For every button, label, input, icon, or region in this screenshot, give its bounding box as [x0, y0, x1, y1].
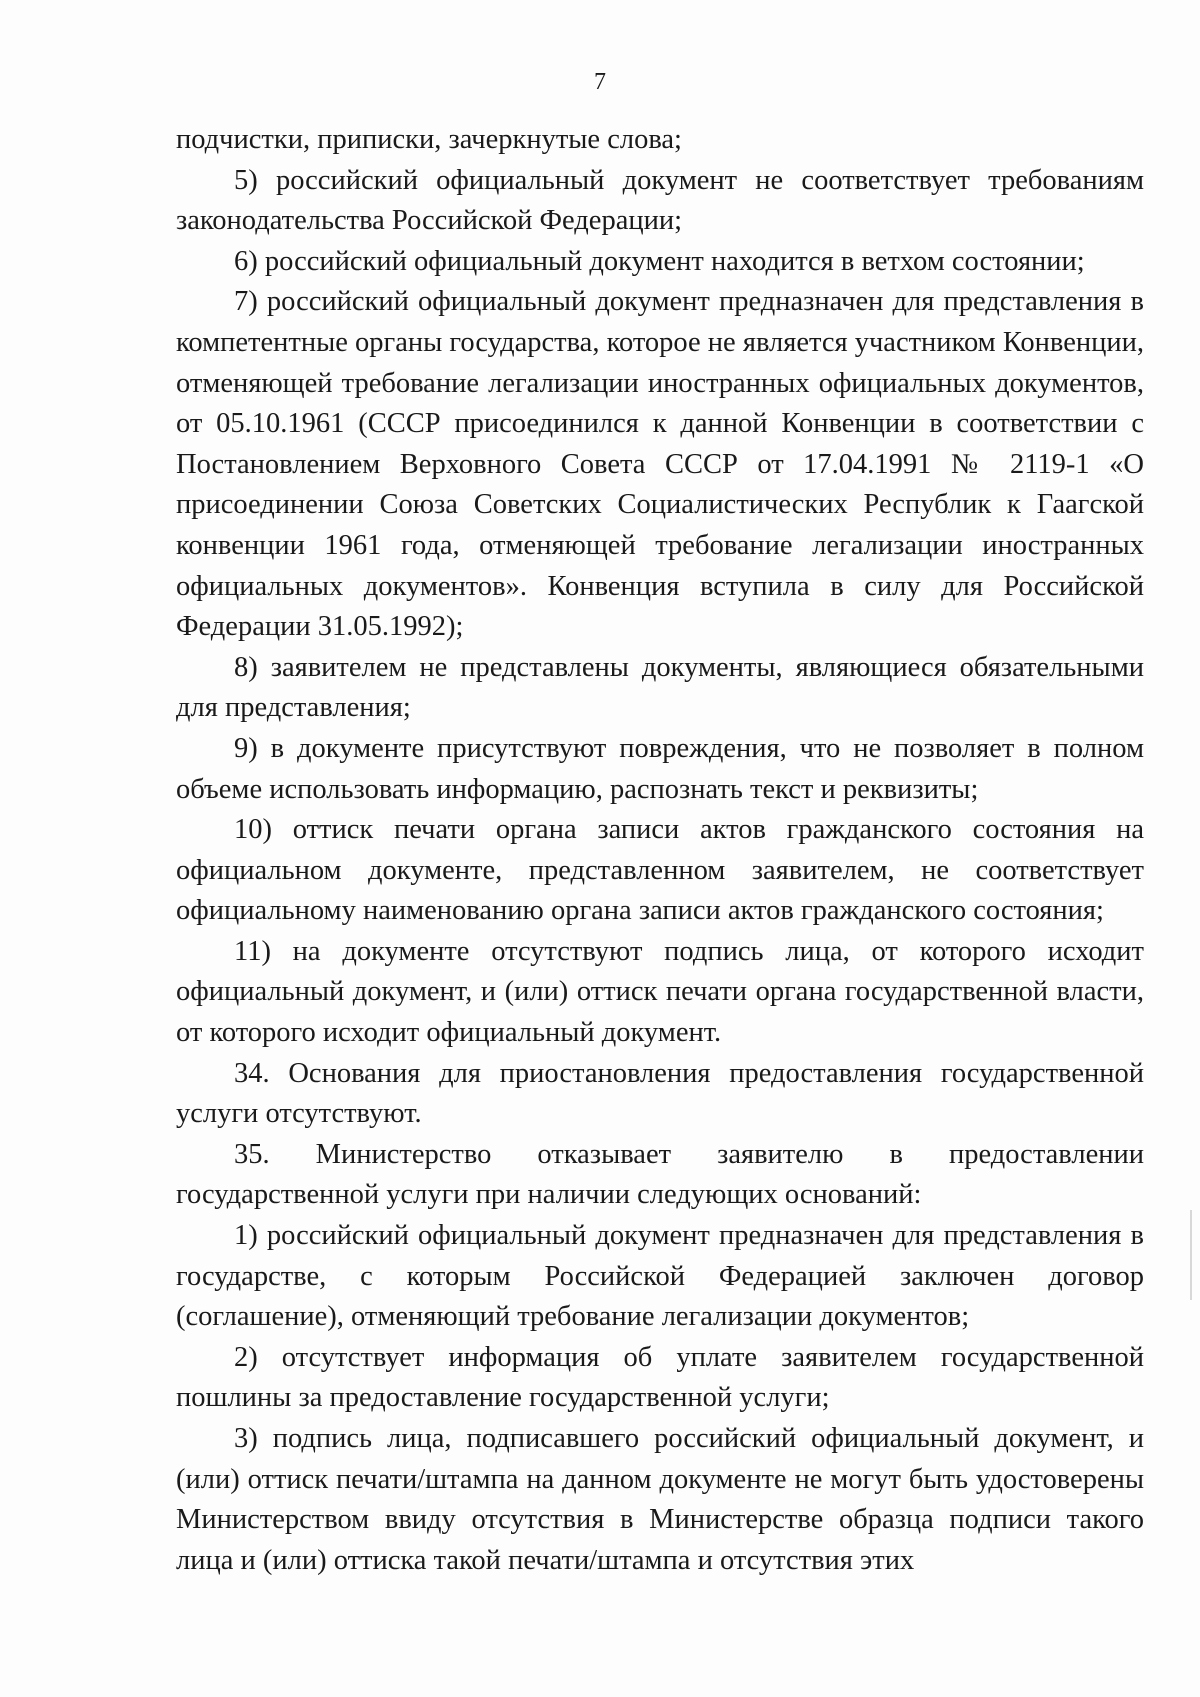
- paragraph: 34. Основания для приостановления предоставления государственной услуги отсутствуют.: [176, 1057, 1144, 1130]
- paragraph: 5) российский официальный документ не соответствует требованиям законодательства Российской Федерации;: [176, 164, 1144, 237]
- paragraph: 10) оттиск печати органа записи актов гражданского состояния на официальном документе, представленном заявителем, не соответствует официальному наименованию органа записи актов гражданского состояния;: [176, 814, 1144, 927]
- paragraph: 11) на документе отсутствуют подпись лица, от которого исходит официальный документ, и (или) оттиск печати органа государственной власти, от которого исходит официальный документ.: [176, 935, 1144, 1049]
- page-number: 7: [594, 69, 606, 95]
- document-body: [176, 120, 1144, 1581]
- paragraph: 35. Министерство отказывает заявителю в предоставлении государственной услуги при наличии следующих оснований:: [176, 1138, 1144, 1211]
- paragraph: 9) в документе присутствуют повреждения, что не позволяет в полном объеме использовать информацию, распознать текст и реквизиты;: [176, 732, 1144, 805]
- paragraph: 1) российский официальный документ предназначен для представления в государстве, с которым Российской Федерацией заключен договор (соглашение), отменяющий требование легализации документов;: [176, 1220, 1144, 1333]
- paragraph: 7) российский официальный документ предназначен для представления в компетентные органы государства, которое не является участником Конвенции, отменяющей требование легализации иностранных официальных документов, от 05.10.1961 (СССР присоединился к данной Конвенции в соответствии с Постановлением Верховного Совета СССР от 17.04.1991 № 2119-1 «О присоединении Союза Советских Социалистических Республик к Гаагской конвенции 1961 года, отменяющей требование легализации иностранных официальных документов». Конвенция вступила в силу для Российской Федерации 31.05.1992);: [176, 286, 1144, 643]
- scan-edge-mark: [1190, 1210, 1192, 1300]
- paragraph: 8) заявителем не представлены документы, являющиеся обязательными для представления;: [176, 651, 1144, 724]
- paragraph: 3) подпись лица, подписавшего российский официальный документ, и (или) оттиск печати/штампа на данном документе не могут быть удостоверены Министерством ввиду отсутствия в Министерстве образца подписи такого лица и (или) оттиска такой печати/штампа и отсутствия этих: [176, 1423, 1144, 1576]
- paragraph: 2) отсутствует информация об уплате заявителем государственной пошлины за предоставление государственной услуги;: [176, 1341, 1144, 1414]
- paragraph: подчистки, приписки, зачеркнутые слова;: [176, 124, 682, 155]
- paragraph: 6) российский официальный документ находится в ветхом состоянии;: [234, 245, 1085, 277]
